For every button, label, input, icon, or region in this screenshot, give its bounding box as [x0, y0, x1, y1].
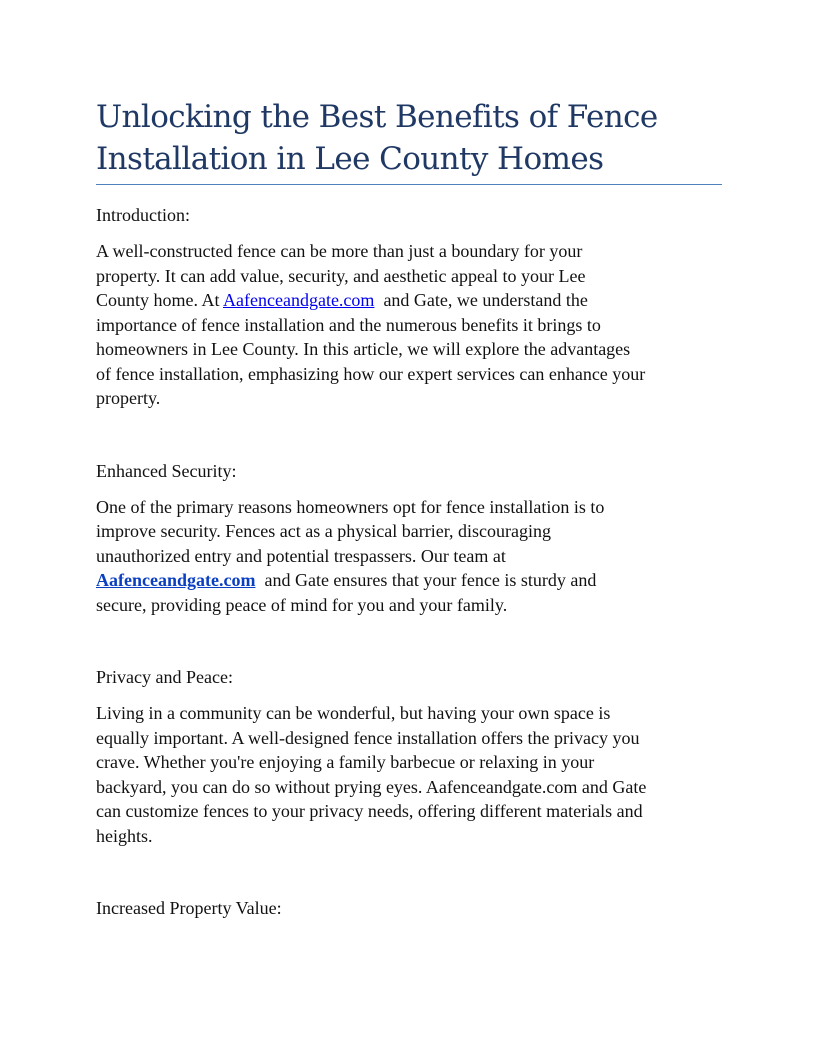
text-line: heights. — [96, 825, 153, 846]
title-line-2: Installation in Lee County Homes — [96, 141, 604, 177]
title-line-1: Unlocking the Best Benefits of Fence — [96, 99, 658, 135]
text-line-with-link — [96, 568, 722, 593]
spacer — [96, 617, 722, 665]
text-line: unauthorized entry and potential trespassers. Our team at — [96, 545, 506, 566]
aafenceandgate-link[interactable]: Aafenceandgate.com — [223, 290, 375, 310]
text-line: secure, providing peace of mind for you and your family. — [96, 594, 508, 615]
section-heading-privacy: Privacy and Peace: — [96, 667, 233, 687]
spacer — [96, 848, 722, 896]
section-heading-introduction: Introduction: — [96, 205, 190, 225]
text-line: can customize fences to your privacy needs, offering different materials and — [96, 801, 643, 821]
text-line: importance of fence installation and the numerous benefits it brings to — [96, 314, 601, 335]
section-heading-property-value: Increased Property Value: — [96, 898, 282, 918]
text-line: One of the primary reasons homeowners opt for fence installation is to — [96, 496, 605, 517]
paragraph-introduction — [96, 239, 722, 411]
text-line: equally important. A well-designed fence installation offers the privacy you — [96, 727, 640, 748]
spacer — [96, 411, 722, 459]
text-fragment: and Gate, we understand the — [374, 290, 588, 310]
text-line: Living in a community can be wonderful, but having your own space is — [96, 703, 611, 723]
paragraph-privacy — [96, 701, 722, 848]
text-fragment: County home. At — [96, 290, 224, 310]
text-fragment: and Gate ensures that your fence is sturdy and — [255, 570, 597, 590]
text-line: crave. Whether you're enjoying a family barbecue or relaxing in your — [96, 752, 595, 772]
text-line: A well-constructed fence can be more than just a boundary for your — [96, 241, 583, 261]
text-line: property. — [96, 388, 161, 408]
document-page — [96, 96, 722, 932]
text-line-with-link — [96, 288, 722, 313]
text-line: homeowners in Lee County. In this article, we will explore the advantages — [96, 339, 631, 359]
paragraph-security — [96, 495, 722, 618]
document-title — [96, 96, 722, 184]
aafenceandgate-bold-link[interactable]: Aafenceandgate.com — [96, 570, 256, 590]
text-line: backyard, you can do so without prying eyes. Aafenceandgate.com and Gate — [96, 776, 647, 797]
text-line: property. It can add value, security, and aesthetic appeal to your Lee — [96, 265, 586, 286]
section-heading-security: Enhanced Security: — [96, 460, 237, 481]
text-line: improve security. Fences act as a physical barrier, discouraging — [96, 521, 551, 541]
title-underline — [96, 184, 722, 185]
text-line: of fence installation, emphasizing how our expert services can enhance your — [96, 363, 646, 384]
